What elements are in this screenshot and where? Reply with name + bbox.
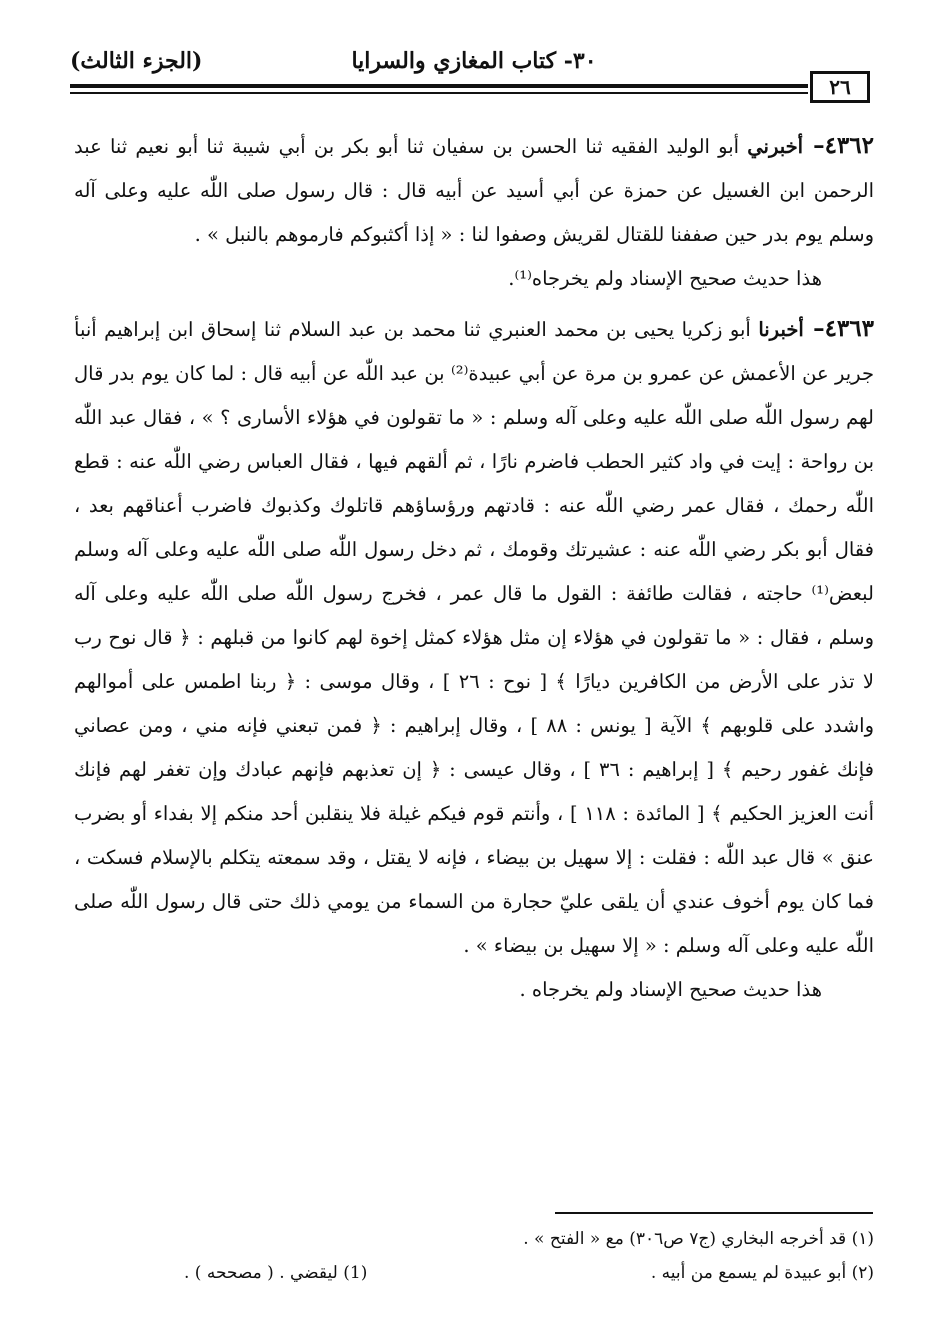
hadith-number: ٤٣٦٢: [824, 132, 874, 159]
number-dash: –: [803, 315, 825, 342]
footnote-editor: (1) ليقضي . ( مصححه ) .: [184, 1263, 368, 1283]
footnotes: [74, 1222, 874, 1290]
header-rule-thin: [70, 92, 808, 94]
hadith-verdict: هذا حديث صحيح الإسناد ولم يخرجاه .: [519, 978, 822, 1001]
hadith-4363: [74, 307, 874, 968]
main-text: [74, 124, 874, 1012]
volume-label: (الجزء الثالث): [70, 48, 203, 74]
page-number: ٢٦: [810, 71, 870, 103]
book-title: ٣٠- كتاب المغازي والسرايا: [351, 48, 597, 74]
header-rule-thick: [70, 84, 808, 88]
hadith-number: ٤٣٦٣: [824, 315, 874, 342]
hadith-text: أبو زكريا يحيى بن محمد العنبري ثنا محمد بن عبد السلام ثنا إسحاق ابن إبراهيم أنبأ جرير عن الأعمش عن عمرو بن مرة عن أبي عبيدة⁽²⁾ بن عبد اللّٰه عن أبيه قال : لما كان يوم بدر قال لهم رسول اللّٰه صلى اللّٰه عليه وعلى آله وسلم : « ما تقولون في هؤلاء الأسارى ؟ » ، فقال عبد اللّٰه بن رواحة : إيت في واد كثير الحطب فاضرم نارًا ، ثم ألقهم فيها ، فقال العباس رضي اللّٰه عنه : قطع اللّٰه رحمك ، فقال عمر رضي اللّٰه عنه : قادتهم ورؤساؤهم قاتلوك وكذبوك فاضرب أعناقهم بعد ، فقال أبو بكر رضي اللّٰه عنه : عشيرتك وقومك ، ثم دخل رسول اللّٰه صلى اللّٰه عليه وعلى آله وسلم لبعض⁽¹⁾ حاجته ، فقالت طائفة : القول ما قال عمر ، فخرج رسول اللّٰه صلى اللّٰه عليه وعلى آله وسلم ، فقال : « ما تقولون في هؤلاء إن مثل هؤلاء كمثل إخوة لهم كانوا من قبلهم : ﴿ قال نوح رب لا تذر على الأرض من الكافرين ديارًا ﴾ [ نوح : ٢٦ ] ، وقال موسى : ﴿ ربنا اطمس على أموالهم واشدد على قلوبهم ﴾ الآية [ يونس : ٨٨ ] ، وقال إبراهيم : ﴿ فمن تبعني فإنه مني ، ومن عصاني فإنك غفور رحيم ﴾ [ إبراهيم : ٣٦ ] ، وقال عيسى : ﴿ إن تعذبهم فإنهم عبادك وإن تغفر لهم فإنك أنت العزيز الحكيم ﴾ [ المائدة : ١١٨ ] ، وأنتم قوم فيكم غيلة فلا ينقلبن أحد منكم إلا بفداء أو بضرب عنق » قال عبد اللّٰه : فقلت : إلا سهيل بن بيضاء ، فإنه لا يقتل ، وقد سمعته يتكلم بالإسلام فسكت ، فما كان يوم أخوف عندي أن يلقى عليّ حجارة من السماء من يومي ذلك حتى قال رسول اللّٰه صلى اللّٰه عليه وعلى آله وسلم : « إلا سهيل بن بيضاء » .: [74, 318, 874, 957]
hadith-text: أبو الوليد الفقيه ثنا الحسن بن سفيان ثنا أبو بكر بن أبي شيبة ثنا أبو نعيم ثنا عبد الرحمن ابن الغسيل عن حمزة عن أبي أسيد عن أبيه قال : قال رسول صلى اللّٰه عليه وعلى آله وسلم يوم بدر حين صففنا للقتال لقريش وصفوا لنا : « إذا أكثبوكم فارموهم بالنبل » .: [74, 135, 874, 246]
footnote-1: (١) قد أخرجه البخاري (ج٧ ص٣٠٦) مع « الفتح » .: [523, 1229, 874, 1249]
footnote-rule: [555, 1212, 873, 1214]
running-header: [70, 44, 878, 74]
number-dash: –: [803, 132, 825, 159]
hadith-verdict: هذا حديث صحيح الإسناد ولم يخرجاه⁽¹⁾.: [508, 267, 822, 290]
footnote-row: [74, 1222, 874, 1256]
footnote-2: (٢) أبو عبيدة لم يسمع من أبيه .: [650, 1263, 874, 1283]
footnote-row: [74, 1256, 874, 1290]
hadith-lead-word: أخبرنا: [758, 318, 804, 341]
hadith-4362: [74, 124, 874, 257]
hadith-lead-word: أخبرني: [747, 135, 804, 158]
